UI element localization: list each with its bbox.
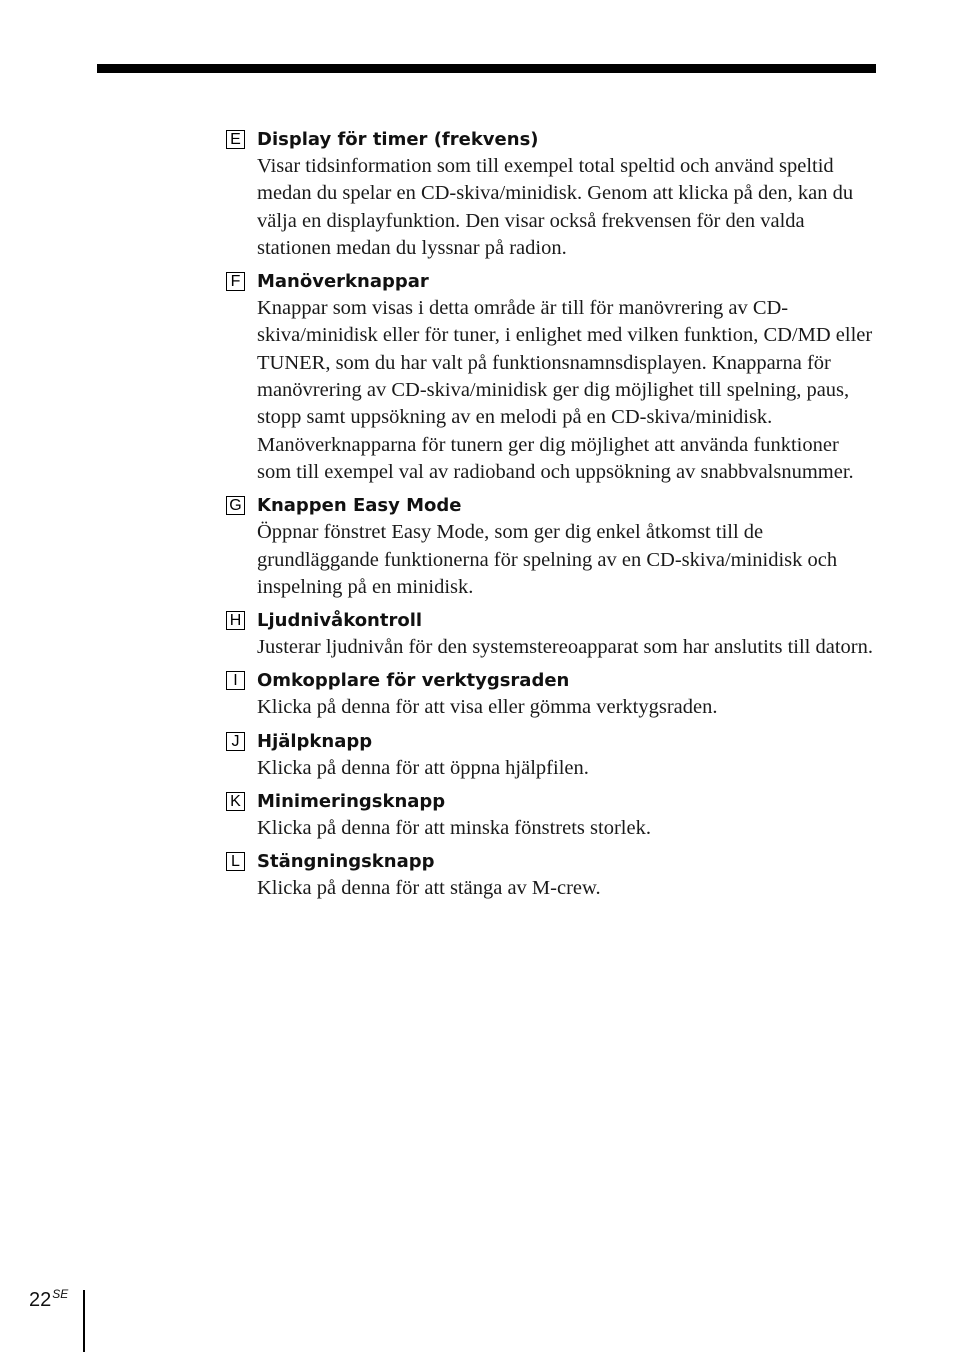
entry-description: Justerar ljudnivån för den systemstereoapparat som har anslutits till datorn. xyxy=(257,636,873,659)
entry-list xyxy=(226,127,878,910)
entry-title: Display för timer (frekvens) xyxy=(257,129,539,150)
entry-timer-display xyxy=(226,127,878,262)
entry-title: Stängningsknapp xyxy=(257,851,435,873)
entry-title: Knappen Easy Mode xyxy=(257,495,462,517)
page-number-value: 22 xyxy=(29,1289,52,1311)
entry-help-button xyxy=(226,729,878,782)
entry-description: Klicka på denna för att minska fönstrets storlek. xyxy=(257,817,651,840)
entry-volume-control xyxy=(226,608,878,661)
entry-key-box: H xyxy=(226,611,245,630)
entry-close-button xyxy=(226,849,878,902)
entry-title: Manöverknappar xyxy=(257,271,429,293)
entry-key-box: E xyxy=(226,130,245,149)
entry-toolbar-switch xyxy=(226,668,878,721)
footer-rule xyxy=(83,1290,85,1352)
entry-key-box: G xyxy=(226,496,245,515)
entry-key-box: F xyxy=(226,272,245,291)
entry-description: Klicka på denna för att öppna hjälpfilen. xyxy=(257,756,589,779)
entry-title: Minimeringsknapp xyxy=(257,791,446,813)
entry-control-buttons xyxy=(226,269,878,486)
page-number xyxy=(29,1287,68,1312)
entry-key-box: K xyxy=(226,792,245,811)
entry-description: Visar tidsinformation som till exempel total speltid och använd speltid medan du spelar en CD-skiva/minidisk. Genom att klicka på den, kan du välja en displayfunktion. Den visar också frekvensen för den valda stationen medan du lyssnar på radion. xyxy=(257,155,854,259)
entry-description: Öppnar fönstret Easy Mode, som ger dig enkel åtkomst till de grundläggande funktionerna för spelning av en CD-skiva/minidisk och inspelning på en minidisk. xyxy=(257,521,838,598)
entry-key-box: J xyxy=(226,732,245,751)
entry-title: Hjälpknapp xyxy=(257,730,373,752)
entry-key-box: L xyxy=(226,852,245,871)
entry-title: Ljudnivåkontroll xyxy=(257,610,423,632)
entry-description: Klicka på denna för att visa eller gömma verktygsraden. xyxy=(257,696,718,719)
entry-description: Klicka på denna för att stänga av M-crew. xyxy=(257,877,601,900)
top-rule xyxy=(97,64,876,73)
entry-easy-mode-button xyxy=(226,493,878,601)
page-number-suffix: SE xyxy=(52,1287,69,1301)
entry-key-box: I xyxy=(226,671,245,690)
entry-description: Knappar som visas i detta område är till för manövrering av CD-skiva/minidisk eller för tuner, i enlighet med vilken funktion, CD/MD eller TUNER, som du har valt på funktionsnamnsdisplayen. Knapparna för manövrering av CD-skiva/minidisk ger dig möjlighet till spelning, paus, stopp samt uppsökning av en melodi på en CD-skiva/minidisk. Manöverknapparna för tunern ger dig möjlighet att använda funktioner som till exempel val av radioband och uppsökning av snabbvalsnummer. xyxy=(257,297,873,483)
entry-title: Omkopplare för verktygsraden xyxy=(257,670,570,692)
entry-minimize-button xyxy=(226,789,878,842)
